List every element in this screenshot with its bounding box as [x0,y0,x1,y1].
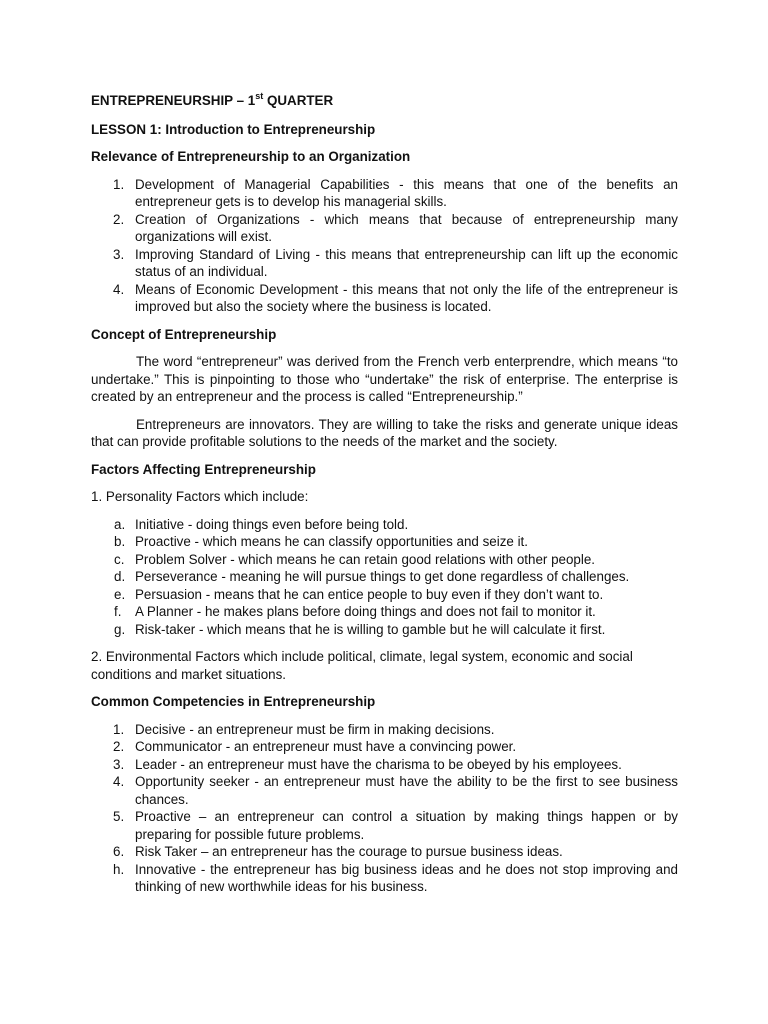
list-item [91,861,678,896]
list-marker: 6. [113,844,125,859]
competencies-list [91,721,678,896]
list-marker: 1. [113,176,125,192]
personality-factors-list [91,516,678,639]
list-item-text: Perseverance - meaning he will pursue things to get done regardless of challenges. [135,569,630,584]
list-item [91,756,678,774]
list-marker: 2. [113,739,125,754]
list-marker: 2. [113,211,125,227]
lesson-heading: LESSON 1: Introduction to Entrepreneurship [91,121,376,137]
list-item [91,551,678,569]
list-item [91,586,678,604]
list-marker: c. [114,551,125,567]
list-marker: 1. [113,721,125,737]
list-item [91,721,678,739]
environmental-factors: 2. Environmental Factors which include political, climate, legal system, economic and social conditions and market situations. [91,649,633,682]
list-item [91,738,678,756]
list-item [91,281,678,316]
list-marker: d. [114,569,126,584]
competencies-heading: Common Competencies in Entrepreneurship [91,694,376,709]
concept-paragraph-1: The word “entrepreneur” was derived from the French verb enterprendre, which means “to undertake.” This is pinpointing to those who “undertake” the risk of enterprise. The enterprise is created by an entrepreneur and the process is called “Entrepreneurship.” [91,354,678,404]
relevance-heading: Relevance of Entrepreneurship to an Organization [91,149,411,164]
relevance-list [91,176,678,316]
list-item-text: Communicator - an entrepreneur must have a convincing power. [135,739,517,754]
list-item-text: Development of Managerial Capabilities - this means that one of the benefits an entrepreneur gets is to develop his managerial skills. [135,176,678,209]
list-item-text: Innovative - the entrepreneur has big business ideas and he does not stop improving and thinking of new worthwhile ideas for his business. [135,861,678,894]
list-item [91,211,678,246]
list-item-text: Proactive – an entrepreneur can control a situation by making things happen or by preparing for possible future problems. [135,809,678,842]
list-item-text: Decisive - an entrepreneur must be firm in making decisions. [135,721,495,737]
list-marker: 3. [113,246,125,262]
list-item [91,843,678,861]
concept-paragraph-2: Entrepreneurs are innovators. They are willing to take the risks and generate unique ideas that can provide profitable solutions to the needs of the market and the society. [91,416,678,449]
list-item-text: Means of Economic Development - this means that not only the life of the entrepreneur is improved but also the society where the business is located. [135,281,678,314]
list-item-text: Problem Solver - which means he can retain good relations with other people. [135,551,595,567]
document-title [91,92,678,110]
list-marker: f. [114,604,122,619]
list-item [91,603,678,621]
list-marker: h. [113,861,125,877]
list-marker: a. [114,516,126,532]
list-marker: b. [114,534,126,549]
list-item-text: Creation of Organizations - which means that because of entrepreneurship many organizations will exist. [135,211,678,244]
list-item [91,568,678,586]
list-item [91,533,678,551]
list-item-text: Risk Taker – an entrepreneur has the courage to pursue business ideas. [135,844,563,859]
personality-factors-intro: 1. Personality Factors which include: [91,489,309,504]
list-item [91,773,678,808]
list-marker: g. [114,621,126,637]
list-item [91,621,678,639]
factors-heading: Factors Affecting Entrepreneurship [91,461,316,477]
list-marker: 4. [113,774,125,789]
list-item-text: Persuasion - means that he can entice people to buy even if they don’t want to. [135,586,604,602]
list-item-text: Proactive - which means he can classify opportunities and seize it. [135,534,528,549]
title-suffix: QUARTER [263,93,334,108]
list-item-text: Initiative - doing things even before being told. [135,516,409,532]
list-item [91,176,678,211]
list-item-text: A Planner - he makes plans before doing things and does not fail to monitor it. [135,604,596,619]
list-item-text: Improving Standard of Living - this means that entrepreneurship can lift up the economic status of an individual. [135,246,678,279]
document-page [91,92,678,906]
title-prefix: ENTREPRENEURSHIP – 1 [91,93,256,108]
concept-heading: Concept of Entrepreneurship [91,326,277,342]
list-item-text: Leader - an entrepreneur must have the charisma to be obeyed by his employees. [135,756,622,772]
list-item-text: Opportunity seeker - an entrepreneur must have the ability to be the first to see business chances. [135,774,678,807]
list-marker: 3. [113,756,125,772]
list-item-text: Risk-taker - which means that he is willing to gamble but he will calculate it first. [135,621,606,637]
list-marker: 4. [113,281,125,297]
list-item [91,246,678,281]
list-marker: 5. [113,809,125,824]
list-item [91,516,678,534]
list-marker: e. [114,586,126,602]
list-item [91,808,678,843]
title-superscript: st [255,90,264,101]
